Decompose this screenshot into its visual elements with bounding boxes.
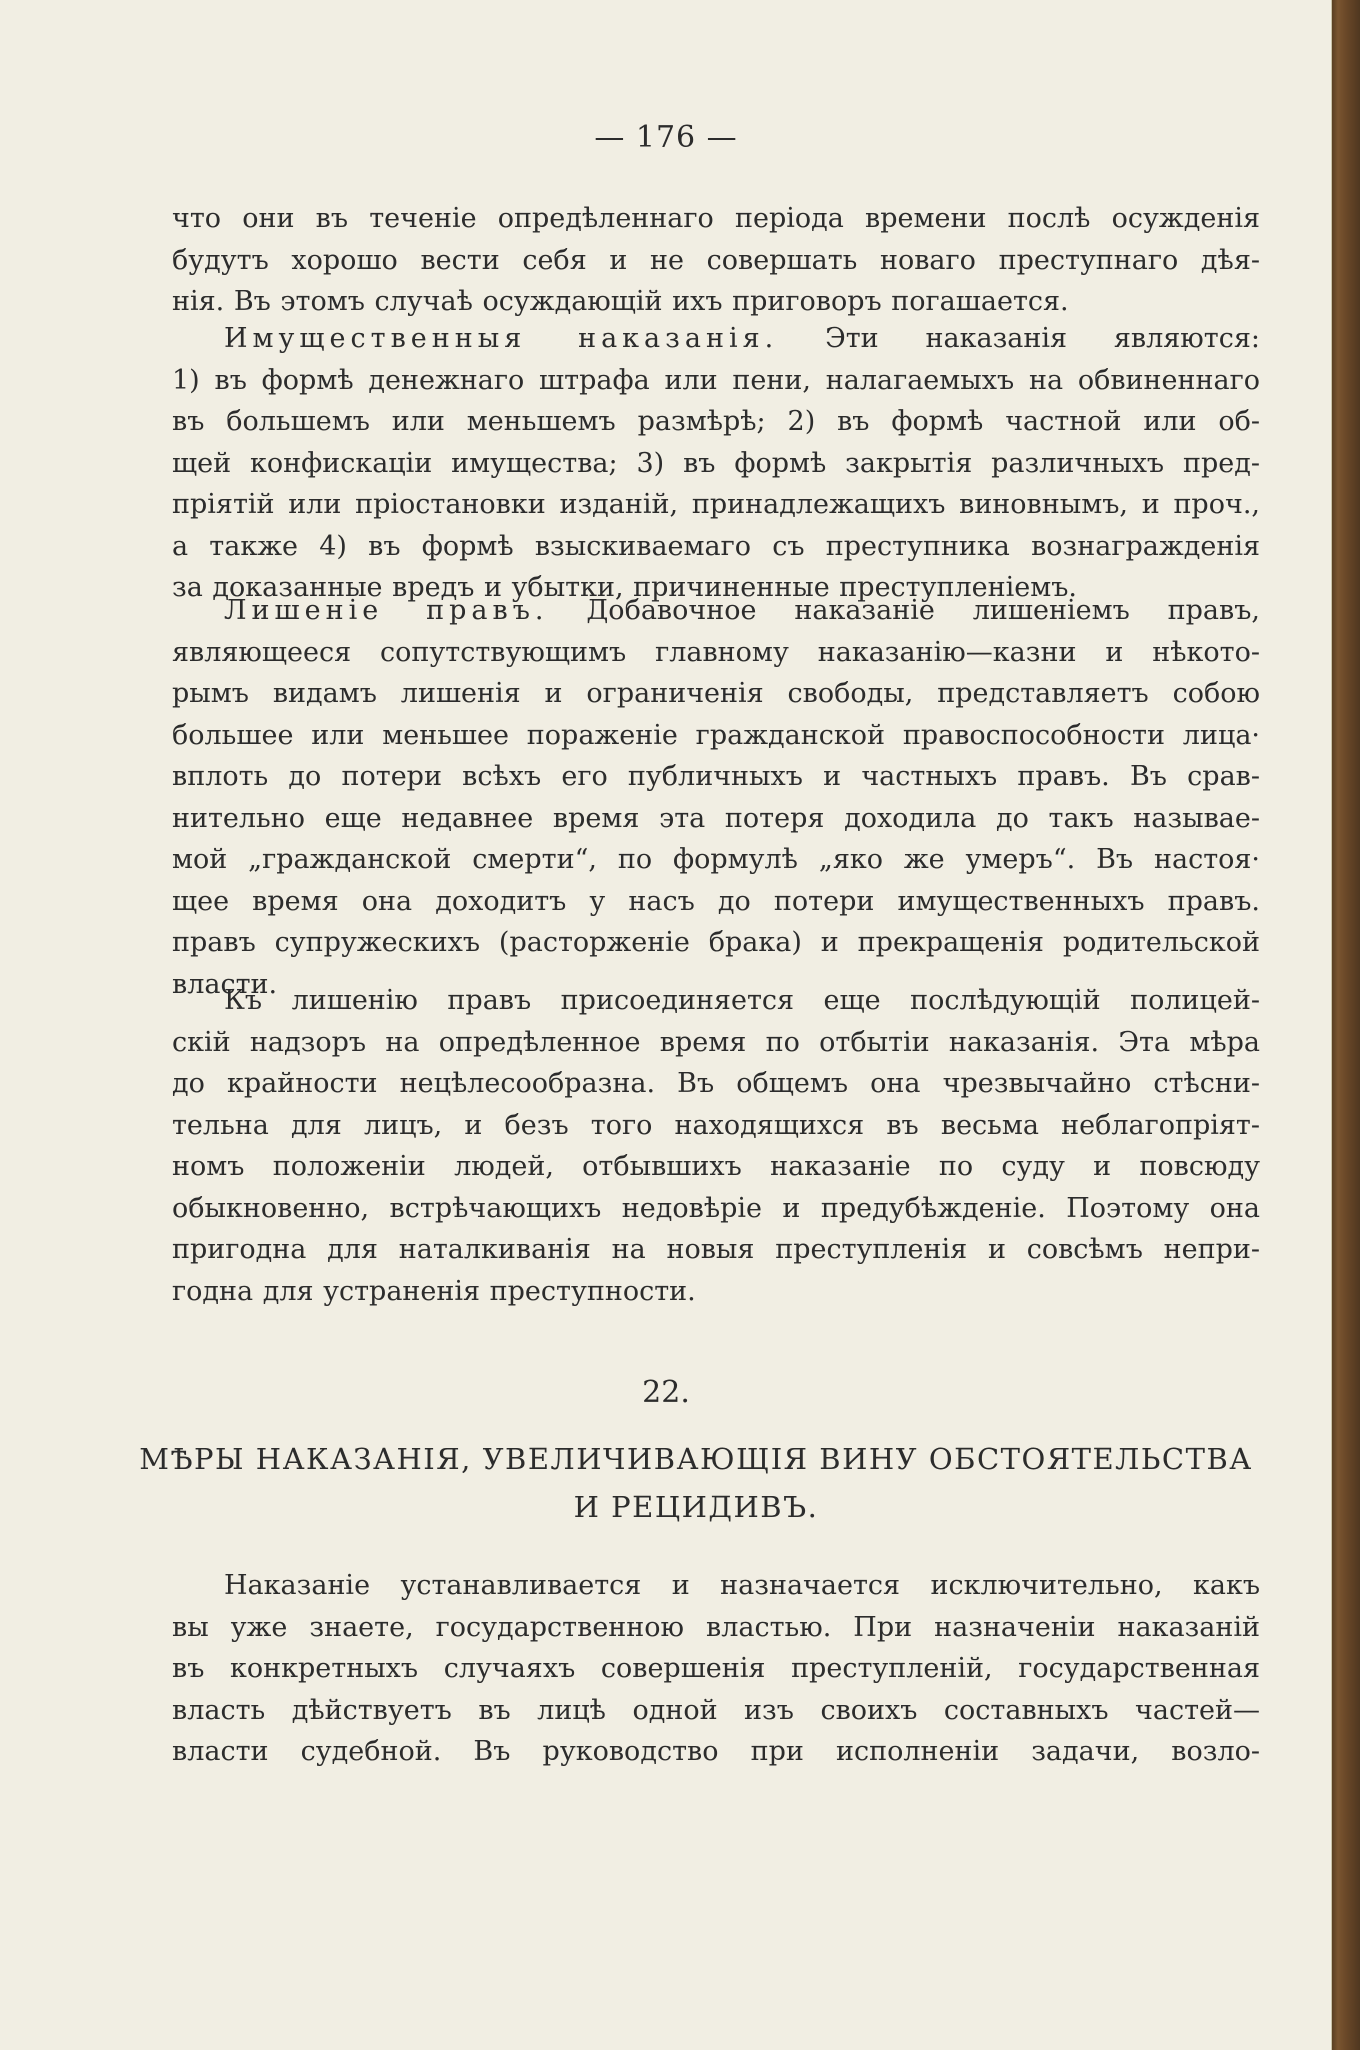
text-fragment: Эти наказанія являются: (825, 323, 1260, 354)
text-line: въ большемъ или меньшемъ размѣрѣ; 2) въ формѣ частной или об- (172, 406, 1260, 437)
paragraph-continuation (172, 198, 1260, 323)
paragraph-police-supervision (172, 980, 1260, 1312)
section-title (120, 1435, 1272, 1531)
text-line: вы уже знаете, государственною властью. При назначеніи наказаній (172, 1611, 1260, 1643)
text-line: а также 4) въ формѣ взыскиваемаго съ преступника вознагражденія (172, 530, 1260, 562)
text-line: за доказанные вредъ и убытки, причиненные преступленіемъ. (172, 572, 1077, 603)
paragraph-deprivation-of-rights (172, 590, 1260, 1005)
section-title-line: И РЕЦИДИВЪ. (573, 1490, 819, 1524)
deprivation-of-rights-term: Лишеніе правъ. (224, 595, 549, 626)
text-line: пріятій или пріостановки изданій, принадлежащихъ виновнымъ, и проч., (172, 489, 1260, 520)
text-line: Къ лишенію правъ присоединяется еще послѣдующій полицей- (224, 985, 1260, 1016)
text-line: годна для устраненія преступности. (172, 1275, 696, 1307)
text-line: власти судебной. Въ руководство при исполненіи задачи, возло- (172, 1736, 1260, 1767)
text-line: въ конкретныхъ случаяхъ совершенія преступленій, государственная (172, 1653, 1260, 1684)
text-line (172, 590, 1260, 632)
text-line: скій надзоръ на опредѣленное время по отбытіи наказанія. Эта мѣра (172, 1026, 1260, 1058)
text-line: будутъ хорошо вести себя и не совершать новаго преступнаго дѣя- (172, 244, 1260, 276)
text-line: щее время она доходитъ у насъ до потери имущественныхъ правъ. (172, 885, 1260, 917)
text-line: нія. Въ этомъ случаѣ осуждающій ихъ приговоръ погашается. (172, 286, 1069, 317)
text-line: тельна для лицъ, и безъ того находящихся въ весьма неблагопріят- (172, 1109, 1260, 1141)
text-line: номъ положеніи людей, отбывшихъ наказаніе по суду и повсюду (172, 1151, 1260, 1182)
text-fragment: Добавочное наказаніе лишеніемъ правъ, (586, 595, 1260, 626)
text-line: нительно еще недавнее время эта потеря доходила до такъ называе- (172, 802, 1260, 834)
section-number: 22. (642, 1375, 690, 1410)
text-line: правъ супружескихъ (расторженіе брака) и прекращенія родительской (172, 927, 1260, 958)
text-line: власти. (172, 968, 278, 1000)
text-line: что они въ теченіе опредѣленнаго періода времени послѣ осужденія (172, 203, 1260, 234)
text-line: мой „гражданской смерти“, по формулѣ „яко же умеръ“. Въ настоя· (172, 844, 1260, 875)
text-line (172, 318, 1260, 360)
paragraph-property-punishments (172, 318, 1260, 609)
section-title-line: МѢРЫ НАКАЗАНІЯ, УВЕЛИЧИВАЮЩІЯ ВИНУ ОБСТОЯТЕЛЬСТВА (139, 1442, 1253, 1476)
text-line: пригодна для наталкиванія на новыя преступленія и совсѣмъ непри- (172, 1234, 1260, 1265)
property-punishments-term: Имущественныя наказанія. (224, 323, 779, 354)
text-line: Наказаніе устанавливается и назначается исключительно, какъ (224, 1570, 1260, 1601)
text-line: власть дѣйствуетъ въ лицѣ одной изъ своихъ составныхъ частей— (172, 1694, 1260, 1726)
text-line: являющееся сопутствующимъ главному наказанію—казни и нѣкото- (172, 636, 1260, 668)
text-line: вплоть до потери всѣхъ его публичныхъ и частныхъ правъ. Въ срав- (172, 761, 1260, 792)
text-line: большее или меньшее пораженіе гражданской правоспособности лица· (172, 719, 1260, 751)
text-line: щей конфискаціи имущества; 3) въ формѣ закрытія различныхъ пред- (172, 447, 1260, 479)
text-line: обыкновенно, встрѣчающихъ недовѣріе и предубѣжденіе. Поэтому она (172, 1192, 1260, 1224)
text-line: рымъ видамъ лишенія и ограниченія свободы, представляетъ собою (172, 678, 1260, 709)
page-number: — 176 — (594, 120, 738, 155)
book-edge (1332, 0, 1360, 2050)
text-line: до крайности нецѣлесообразна. Въ общемъ она чрезвычайно стѣсни- (172, 1068, 1260, 1099)
text-line: 1) въ формѣ денежнаго штрафа или пени, налагаемыхъ на обвиненнаго (172, 364, 1260, 396)
paragraph-final (172, 1565, 1260, 1773)
